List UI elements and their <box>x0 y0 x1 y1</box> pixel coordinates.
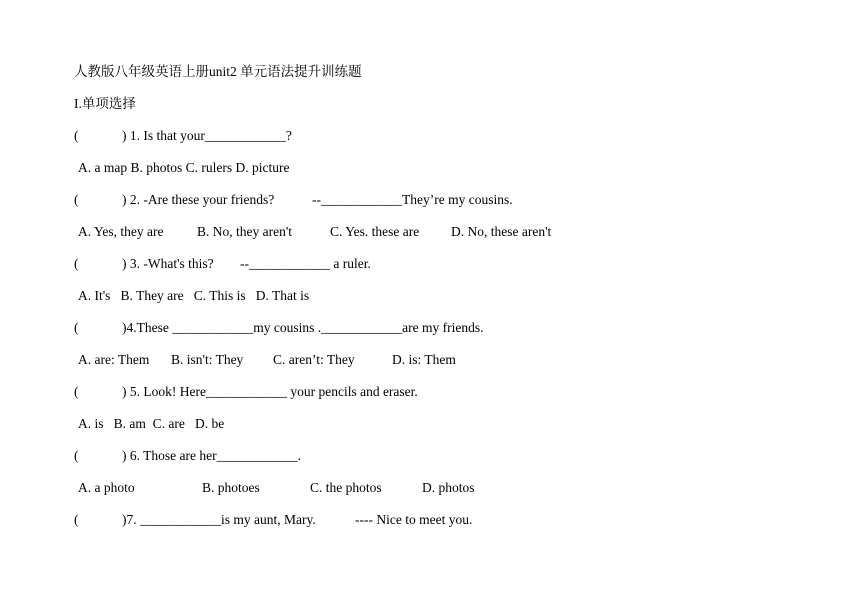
question-4 <box>74 319 774 337</box>
option-c: C. aren’t: They <box>273 352 355 367</box>
question-3-options: A. It's B. They are C. This is D. That is <box>78 288 310 303</box>
answer-paren: ( <box>74 384 79 399</box>
option-a: A. are: Them <box>78 352 150 367</box>
option-d: D. is: Them <box>392 352 456 367</box>
question-6 <box>74 447 774 465</box>
question-5-options: A. is B. am C. are D. be <box>78 416 225 431</box>
question-7-reply: ---- Nice to meet you. <box>355 512 473 527</box>
question-1-options: A. a map B. photos C. rulers D. picture <box>78 160 290 175</box>
question-4-stem: )4.These ____________my cousins .____________are my friends. <box>122 320 484 335</box>
question-3-reply: --____________ a ruler. <box>240 256 371 271</box>
question-6-options <box>78 479 778 497</box>
question-2-stem: ) 2. -Are these your friends? <box>122 192 275 207</box>
question-4-options <box>78 351 778 369</box>
document-title: 人教版八年级英语上册unit2 单元语法提升训练题 <box>74 64 362 79</box>
question-5 <box>74 383 774 401</box>
question-6-stem: ) 6. Those are her____________. <box>122 448 301 463</box>
question-1-stem: ) 1. Is that your____________? <box>122 128 292 143</box>
option-d: D. No, these aren't <box>451 224 552 239</box>
answer-paren: ( <box>74 192 79 207</box>
option-d: D. photos <box>422 480 475 495</box>
option-a: A. a photo <box>78 480 135 495</box>
question-2 <box>74 191 774 209</box>
answer-paren: ( <box>74 320 79 335</box>
option-a: A. Yes, they are <box>78 224 164 239</box>
question-3-stem: ) 3. -What's this? <box>122 256 214 271</box>
question-5-stem: ) 5. Look! Here____________ your pencils and eraser. <box>122 384 418 399</box>
answer-paren: ( <box>74 128 79 143</box>
question-7 <box>74 511 774 529</box>
question-2-reply: --____________They’re my cousins. <box>312 192 513 207</box>
question-1 <box>74 127 774 145</box>
answer-paren: ( <box>74 512 79 527</box>
question-7-stem: )7. ____________is my aunt, Mary. <box>122 512 316 527</box>
question-3 <box>74 255 774 273</box>
option-c: C. Yes. these are <box>330 224 420 239</box>
question-2-options <box>78 223 778 241</box>
answer-paren: ( <box>74 256 79 271</box>
answer-paren: ( <box>74 448 79 463</box>
option-c: C. the photos <box>310 480 382 495</box>
option-b: B. No, they aren't <box>197 224 293 239</box>
option-b: B. photoes <box>202 480 260 495</box>
section-heading: I.单项选择 <box>74 96 136 111</box>
option-b: B. isn't: They <box>171 352 244 367</box>
